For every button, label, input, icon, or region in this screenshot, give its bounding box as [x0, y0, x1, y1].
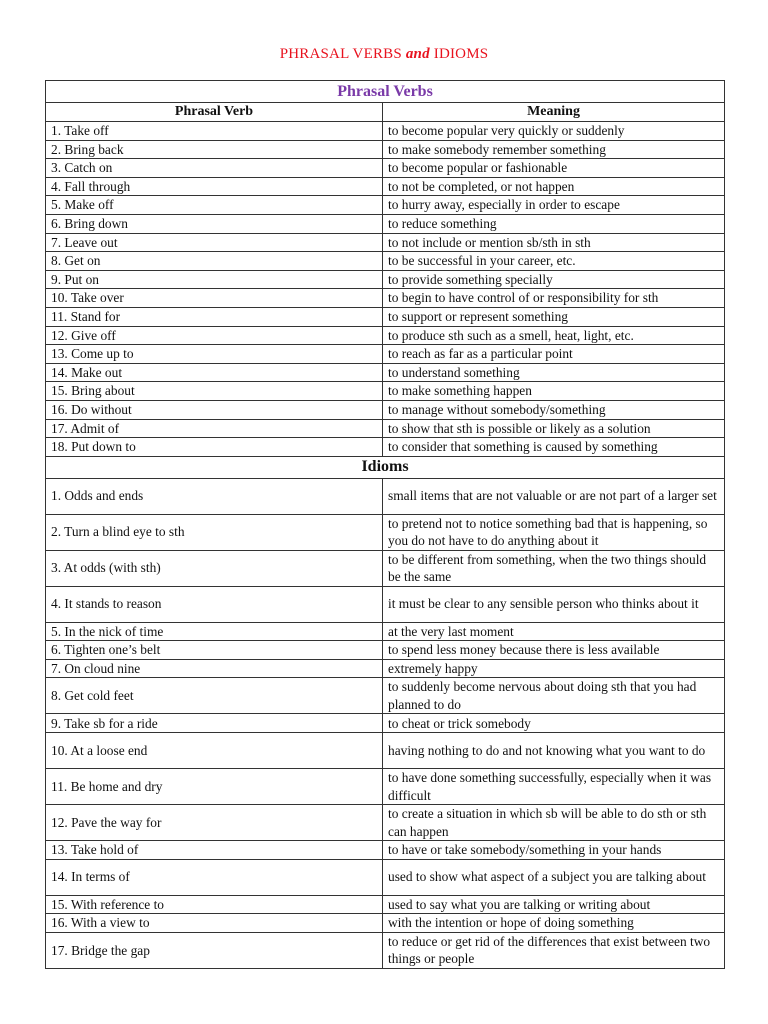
idiom-term: 9. Take sb for a ride: [46, 714, 383, 733]
phrasal-verb-term: 10. Take over: [46, 289, 383, 308]
idiom-term: 17. Bridge the gap: [46, 932, 383, 968]
idiom-meaning: to create a situation in which sb will be able to do sth or sth can happen: [383, 805, 725, 841]
phrasal-verb-meaning: to begin to have control of or responsibility for sth: [383, 289, 725, 308]
title-part-3: IDIOMS: [429, 46, 489, 62]
phrasal-verb-meaning: to become popular very quickly or suddenly: [383, 122, 725, 141]
phrasal-verb-term: 8. Get on: [46, 252, 383, 271]
idiom-term: 11. Be home and dry: [46, 769, 383, 805]
idiom-meaning: having nothing to do and not knowing what you want to do: [383, 733, 725, 769]
phrasal-verb-row: [46, 122, 725, 141]
phrasal-verb-term: 16. Do without: [46, 400, 383, 419]
phrasal-verb-row: [46, 419, 725, 438]
title-part-1: PHRASAL VERBS: [279, 46, 406, 62]
idioms-heading: Idioms: [46, 456, 725, 478]
phrasal-verb-row: [46, 252, 725, 271]
idiom-row: [46, 478, 725, 514]
idiom-term: 4. It stands to reason: [46, 586, 383, 622]
phrasal-verb-meaning: to reduce something: [383, 214, 725, 233]
idiom-row: [46, 550, 725, 586]
phrasal-verbs-section-row: [46, 81, 725, 103]
idiom-term: 3. At odds (with sth): [46, 550, 383, 586]
title-and-word: and: [405, 46, 430, 62]
idiom-term: 15. With reference to: [46, 895, 383, 914]
phrasal-verb-term: 2. Bring back: [46, 140, 383, 159]
idiom-row: [46, 733, 725, 769]
phrasal-verbs-heading: Phrasal Verbs: [46, 81, 725, 103]
idiom-meaning: at the very last moment: [383, 622, 725, 641]
idiom-row: [46, 514, 725, 550]
phrasal-verb-meaning: to be successful in your career, etc.: [383, 252, 725, 271]
phrasal-verb-meaning: to consider that something is caused by something: [383, 438, 725, 457]
idiom-row: [46, 932, 725, 968]
idiom-meaning: to have or take somebody/something in your hands: [383, 841, 725, 860]
idiom-meaning: small items that are not valuable or are not part of a larger set: [383, 478, 725, 514]
idiom-row: [46, 714, 725, 733]
idiom-term: 8. Get cold feet: [46, 678, 383, 714]
phrasal-verb-term: 15. Bring about: [46, 382, 383, 401]
idiom-meaning: to spend less money because there is less available: [383, 641, 725, 660]
phrasal-verb-row: [46, 363, 725, 382]
phrasal-verb-row: [46, 177, 725, 196]
phrasal-verb-meaning: to become popular or fashionable: [383, 159, 725, 178]
idiom-meaning: used to say what you are talking or writing about: [383, 895, 725, 914]
idiom-row: [46, 641, 725, 660]
idiom-term: 12. Pave the way for: [46, 805, 383, 841]
phrasal-verb-row: [46, 233, 725, 252]
phrasal-verb-meaning: to not be completed, or not happen: [383, 177, 725, 196]
phrasal-verb-meaning: to provide something specially: [383, 270, 725, 289]
idiom-row: [46, 769, 725, 805]
idiom-row: [46, 859, 725, 895]
phrasal-verb-meaning: to manage without somebody/something: [383, 400, 725, 419]
idiom-term: 2. Turn a blind eye to sth: [46, 514, 383, 550]
phrasal-verb-term: 12. Give off: [46, 326, 383, 345]
phrasal-verb-term: 9. Put on: [46, 270, 383, 289]
phrasal-verb-term: 13. Come up to: [46, 345, 383, 364]
phrasal-verb-row: [46, 345, 725, 364]
phrasal-verb-row: [46, 438, 725, 457]
phrasal-verb-term: 14. Make out: [46, 363, 383, 382]
idiom-meaning: used to show what aspect of a subject you are talking about: [383, 859, 725, 895]
idiom-term: 10. At a loose end: [46, 733, 383, 769]
vocabulary-table: [45, 80, 725, 969]
idiom-row: [46, 622, 725, 641]
phrasal-verb-row: [46, 159, 725, 178]
phrasal-verb-term: 6. Bring down: [46, 214, 383, 233]
phrasal-verb-meaning: to make something happen: [383, 382, 725, 401]
document-title: [0, 46, 768, 63]
idioms-section-row: [46, 456, 725, 478]
idiom-meaning: to reduce or get rid of the differences that exist between two things or people: [383, 932, 725, 968]
idiom-row: [46, 805, 725, 841]
idiom-meaning: extremely happy: [383, 659, 725, 678]
phrasal-verb-meaning: to make somebody remember something: [383, 140, 725, 159]
idiom-row: [46, 586, 725, 622]
idiom-meaning: to be different from something, when the two things should be the same: [383, 550, 725, 586]
column-header-row: [46, 103, 725, 122]
idiom-row: [46, 841, 725, 860]
idiom-term: 16. With a view to: [46, 914, 383, 933]
phrasal-verb-row: [46, 326, 725, 345]
phrasal-verb-meaning: to support or represent something: [383, 307, 725, 326]
idiom-meaning: to cheat or trick somebody: [383, 714, 725, 733]
phrasal-verb-row: [46, 196, 725, 215]
idiom-term: 7. On cloud nine: [46, 659, 383, 678]
idiom-row: [46, 914, 725, 933]
column-header-phrasal-verb: Phrasal Verb: [46, 103, 383, 122]
idiom-term: 13. Take hold of: [46, 841, 383, 860]
phrasal-verb-term: 18. Put down to: [46, 438, 383, 457]
phrasal-verb-term: 3. Catch on: [46, 159, 383, 178]
idiom-term: 5. In the nick of time: [46, 622, 383, 641]
phrasal-verb-meaning: to understand something: [383, 363, 725, 382]
phrasal-verb-meaning: to reach as far as a particular point: [383, 345, 725, 364]
phrasal-verb-row: [46, 400, 725, 419]
phrasal-verb-meaning: to produce sth such as a smell, heat, light, etc.: [383, 326, 725, 345]
phrasal-verb-row: [46, 270, 725, 289]
idiom-term: 1. Odds and ends: [46, 478, 383, 514]
idiom-meaning: to pretend not to notice something bad that is happening, so you do not have to do anything about it: [383, 514, 725, 550]
phrasal-verb-row: [46, 140, 725, 159]
phrasal-verb-meaning: to not include or mention sb/sth in sth: [383, 233, 725, 252]
idiom-row: [46, 895, 725, 914]
idiom-row: [46, 678, 725, 714]
phrasal-verb-row: [46, 289, 725, 308]
idiom-meaning: to suddenly become nervous about doing sth that you had planned to do: [383, 678, 725, 714]
idiom-term: 6. Tighten one’s belt: [46, 641, 383, 660]
idiom-meaning: with the intention or hope of doing something: [383, 914, 725, 933]
idiom-meaning: to have done something successfully, especially when it was difficult: [383, 769, 725, 805]
phrasal-verb-term: 1. Take off: [46, 122, 383, 141]
phrasal-verb-row: [46, 307, 725, 326]
column-header-meaning: Meaning: [383, 103, 725, 122]
idiom-row: [46, 659, 725, 678]
phrasal-verb-row: [46, 382, 725, 401]
phrasal-verb-meaning: to show that sth is possible or likely as a solution: [383, 419, 725, 438]
idiom-term: 14. In terms of: [46, 859, 383, 895]
idiom-meaning: it must be clear to any sensible person who thinks about it: [383, 586, 725, 622]
phrasal-verb-term: 17. Admit of: [46, 419, 383, 438]
phrasal-verb-meaning: to hurry away, especially in order to escape: [383, 196, 725, 215]
phrasal-verb-term: 11. Stand for: [46, 307, 383, 326]
phrasal-verb-term: 4. Fall through: [46, 177, 383, 196]
phrasal-verb-term: 5. Make off: [46, 196, 383, 215]
phrasal-verb-row: [46, 214, 725, 233]
phrasal-verb-term: 7. Leave out: [46, 233, 383, 252]
